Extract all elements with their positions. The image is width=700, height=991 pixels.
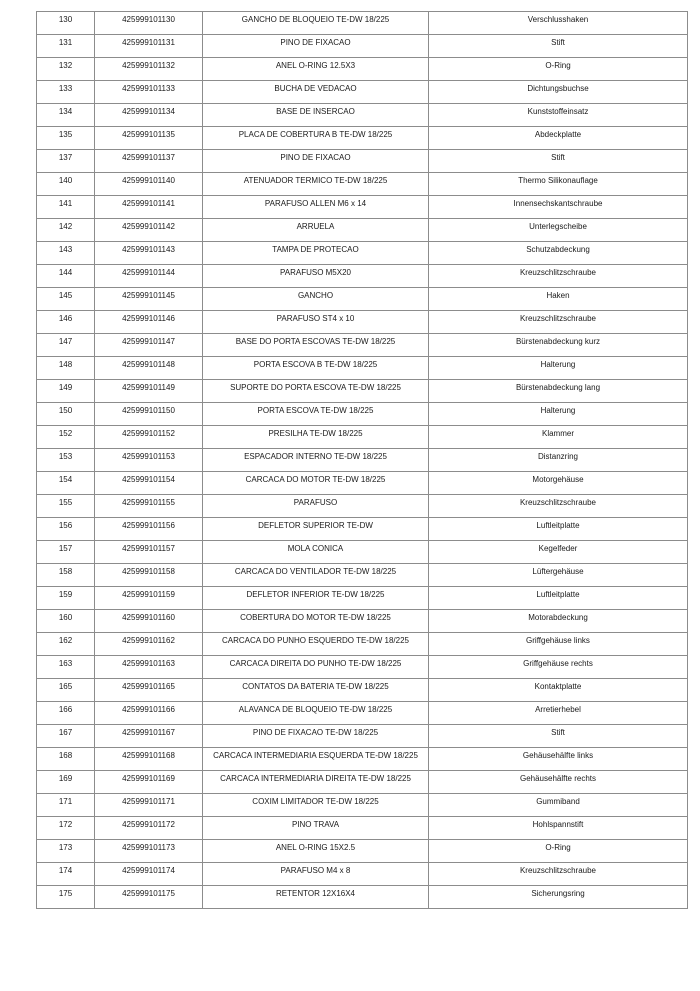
table-row xyxy=(37,633,688,656)
part-number-cell: 425999101140 xyxy=(95,173,203,196)
position-cell: 146 xyxy=(37,311,95,334)
position-cell: 155 xyxy=(37,495,95,518)
description-de-cell: O-Ring xyxy=(429,840,688,863)
position-cell: 149 xyxy=(37,380,95,403)
part-number-cell: 425999101137 xyxy=(95,150,203,173)
table-row xyxy=(37,288,688,311)
position-cell: 137 xyxy=(37,150,95,173)
description-de-cell: Thermo Silikonauflage xyxy=(429,173,688,196)
position-cell: 168 xyxy=(37,748,95,771)
table-row xyxy=(37,610,688,633)
position-cell: 150 xyxy=(37,403,95,426)
description-pt-cell: DEFLETOR SUPERIOR TE-DW xyxy=(203,518,429,541)
description-pt-cell: CARCACA DO MOTOR TE-DW 18/225 xyxy=(203,472,429,495)
description-de-cell: Luftleitplatte xyxy=(429,518,688,541)
position-cell: 140 xyxy=(37,173,95,196)
description-pt-cell: DEFLETOR INFERIOR TE-DW 18/225 xyxy=(203,587,429,610)
table-row xyxy=(37,564,688,587)
description-pt-cell: PARAFUSO ST4 x 10 xyxy=(203,311,429,334)
part-number-cell: 425999101163 xyxy=(95,656,203,679)
position-cell: 175 xyxy=(37,886,95,909)
description-de-cell: Stift xyxy=(429,725,688,748)
table-row xyxy=(37,794,688,817)
table-row xyxy=(37,817,688,840)
description-de-cell: Bürstenabdeckung lang xyxy=(429,380,688,403)
table-row xyxy=(37,127,688,150)
table-row xyxy=(37,587,688,610)
part-number-cell: 425999101134 xyxy=(95,104,203,127)
part-number-cell: 425999101156 xyxy=(95,518,203,541)
table-row xyxy=(37,380,688,403)
part-number-cell: 425999101171 xyxy=(95,794,203,817)
part-number-cell: 425999101132 xyxy=(95,58,203,81)
table-row xyxy=(37,886,688,909)
description-de-cell: Halterung xyxy=(429,403,688,426)
part-number-cell: 425999101165 xyxy=(95,679,203,702)
position-cell: 148 xyxy=(37,357,95,380)
description-pt-cell: CARCACA INTERMEDIARIA DIREITA TE-DW 18/225 xyxy=(203,771,429,794)
part-number-cell: 425999101153 xyxy=(95,449,203,472)
part-number-cell: 425999101131 xyxy=(95,35,203,58)
description-de-cell: Dichtungsbuchse xyxy=(429,81,688,104)
description-pt-cell: PRESILHA TE-DW 18/225 xyxy=(203,426,429,449)
part-number-cell: 425999101149 xyxy=(95,380,203,403)
description-de-cell: Kreuzschlitzschraube xyxy=(429,265,688,288)
description-de-cell: Distanzring xyxy=(429,449,688,472)
description-pt-cell: GANCHO xyxy=(203,288,429,311)
description-de-cell: Kreuzschlitzschraube xyxy=(429,863,688,886)
part-number-cell: 425999101158 xyxy=(95,564,203,587)
position-cell: 172 xyxy=(37,817,95,840)
description-pt-cell: PINO DE FIXACAO xyxy=(203,35,429,58)
table-row xyxy=(37,35,688,58)
description-pt-cell: ANEL O-RING 15X2.5 xyxy=(203,840,429,863)
table-row xyxy=(37,12,688,35)
part-number-cell: 425999101146 xyxy=(95,311,203,334)
part-number-cell: 425999101152 xyxy=(95,426,203,449)
table-row xyxy=(37,679,688,702)
description-pt-cell: RETENTOR 12X16X4 xyxy=(203,886,429,909)
description-pt-cell: PINO DE FIXACAO TE-DW 18/225 xyxy=(203,725,429,748)
description-pt-cell: CARCACA INTERMEDIARIA ESQUERDA TE-DW 18/225 xyxy=(203,748,429,771)
table-row xyxy=(37,656,688,679)
description-pt-cell: PARAFUSO ALLEN M6 x 14 xyxy=(203,196,429,219)
part-number-cell: 425999101175 xyxy=(95,886,203,909)
description-pt-cell: ANEL O-RING 12.5X3 xyxy=(203,58,429,81)
table-row xyxy=(37,81,688,104)
position-cell: 162 xyxy=(37,633,95,656)
description-de-cell: Motorabdeckung xyxy=(429,610,688,633)
part-number-cell: 425999101157 xyxy=(95,541,203,564)
description-de-cell: Griffgehäuse links xyxy=(429,633,688,656)
description-de-cell: Verschlusshaken xyxy=(429,12,688,35)
description-pt-cell: ESPACADOR INTERNO TE-DW 18/225 xyxy=(203,449,429,472)
description-de-cell: Innensechskantschraube xyxy=(429,196,688,219)
part-number-cell: 425999101130 xyxy=(95,12,203,35)
table-row xyxy=(37,403,688,426)
position-cell: 145 xyxy=(37,288,95,311)
position-cell: 135 xyxy=(37,127,95,150)
part-number-cell: 425999101173 xyxy=(95,840,203,863)
description-de-cell: Haken xyxy=(429,288,688,311)
description-pt-cell: PORTA ESCOVA TE-DW 18/225 xyxy=(203,403,429,426)
table-row xyxy=(37,242,688,265)
part-number-cell: 425999101142 xyxy=(95,219,203,242)
description-pt-cell: BUCHA DE VEDACAO xyxy=(203,81,429,104)
description-de-cell: Kunststoffeinsatz xyxy=(429,104,688,127)
description-de-cell: Luftleitplatte xyxy=(429,587,688,610)
part-number-cell: 425999101168 xyxy=(95,748,203,771)
part-number-cell: 425999101135 xyxy=(95,127,203,150)
part-number-cell: 425999101166 xyxy=(95,702,203,725)
position-cell: 167 xyxy=(37,725,95,748)
description-pt-cell: BASE DE INSERCAO xyxy=(203,104,429,127)
parts-list-table xyxy=(36,11,688,909)
part-number-cell: 425999101147 xyxy=(95,334,203,357)
description-pt-cell: CARCACA DO PUNHO ESQUERDO TE-DW 18/225 xyxy=(203,633,429,656)
description-de-cell: Kontaktplatte xyxy=(429,679,688,702)
description-pt-cell: CARCACA DIREITA DO PUNHO TE-DW 18/225 xyxy=(203,656,429,679)
description-pt-cell: ARRUELA xyxy=(203,219,429,242)
table-row xyxy=(37,840,688,863)
description-de-cell: Klammer xyxy=(429,426,688,449)
table-row xyxy=(37,702,688,725)
description-de-cell: Halterung xyxy=(429,357,688,380)
position-cell: 156 xyxy=(37,518,95,541)
position-cell: 142 xyxy=(37,219,95,242)
description-de-cell: Kegelfeder xyxy=(429,541,688,564)
description-pt-cell: PINO DE FIXACAO xyxy=(203,150,429,173)
description-pt-cell: PLACA DE COBERTURA B TE-DW 18/225 xyxy=(203,127,429,150)
position-cell: 144 xyxy=(37,265,95,288)
description-pt-cell: BASE DO PORTA ESCOVAS TE-DW 18/225 xyxy=(203,334,429,357)
table-row xyxy=(37,196,688,219)
description-de-cell: Hohlspannstift xyxy=(429,817,688,840)
position-cell: 143 xyxy=(37,242,95,265)
part-number-cell: 425999101133 xyxy=(95,81,203,104)
description-de-cell: Kreuzschlitzschraube xyxy=(429,311,688,334)
description-pt-cell: PINO TRAVA xyxy=(203,817,429,840)
table-row xyxy=(37,311,688,334)
description-de-cell: Motorgehäuse xyxy=(429,472,688,495)
position-cell: 152 xyxy=(37,426,95,449)
table-row xyxy=(37,150,688,173)
description-pt-cell: TAMPA DE PROTECAO xyxy=(203,242,429,265)
description-pt-cell: CONTATOS DA BATERIA TE-DW 18/225 xyxy=(203,679,429,702)
description-de-cell: Abdeckplatte xyxy=(429,127,688,150)
part-number-cell: 425999101167 xyxy=(95,725,203,748)
position-cell: 166 xyxy=(37,702,95,725)
table-row xyxy=(37,334,688,357)
description-de-cell: Gehäusehälfte rechts xyxy=(429,771,688,794)
description-pt-cell: COBERTURA DO MOTOR TE-DW 18/225 xyxy=(203,610,429,633)
description-pt-cell: SUPORTE DO PORTA ESCOVA TE-DW 18/225 xyxy=(203,380,429,403)
part-number-cell: 425999101150 xyxy=(95,403,203,426)
description-de-cell: Stift xyxy=(429,150,688,173)
table-row xyxy=(37,219,688,242)
part-number-cell: 425999101145 xyxy=(95,288,203,311)
position-cell: 153 xyxy=(37,449,95,472)
description-pt-cell: ATENUADOR TERMICO TE-DW 18/225 xyxy=(203,173,429,196)
position-cell: 160 xyxy=(37,610,95,633)
description-pt-cell: GANCHO DE BLOQUEIO TE-DW 18/225 xyxy=(203,12,429,35)
part-number-cell: 425999101155 xyxy=(95,495,203,518)
table-row xyxy=(37,495,688,518)
description-de-cell: Gummiband xyxy=(429,794,688,817)
table-row xyxy=(37,863,688,886)
position-cell: 165 xyxy=(37,679,95,702)
position-cell: 141 xyxy=(37,196,95,219)
description-de-cell: Stift xyxy=(429,35,688,58)
table-row xyxy=(37,357,688,380)
description-de-cell: Sicherungsring xyxy=(429,886,688,909)
description-de-cell: Arretierhebel xyxy=(429,702,688,725)
description-pt-cell: CARCACA DO VENTILADOR TE-DW 18/225 xyxy=(203,564,429,587)
table-row xyxy=(37,426,688,449)
position-cell: 134 xyxy=(37,104,95,127)
position-cell: 157 xyxy=(37,541,95,564)
description-de-cell: Bürstenabdeckung kurz xyxy=(429,334,688,357)
position-cell: 131 xyxy=(37,35,95,58)
description-pt-cell: PARAFUSO M4 x 8 xyxy=(203,863,429,886)
part-number-cell: 425999101160 xyxy=(95,610,203,633)
part-number-cell: 425999101159 xyxy=(95,587,203,610)
table-row xyxy=(37,58,688,81)
description-pt-cell: COXIM LIMITADOR TE-DW 18/225 xyxy=(203,794,429,817)
part-number-cell: 425999101148 xyxy=(95,357,203,380)
position-cell: 158 xyxy=(37,564,95,587)
position-cell: 173 xyxy=(37,840,95,863)
part-number-cell: 425999101169 xyxy=(95,771,203,794)
part-number-cell: 425999101144 xyxy=(95,265,203,288)
description-de-cell: Lüftergehäuse xyxy=(429,564,688,587)
table-row xyxy=(37,748,688,771)
description-de-cell: O-Ring xyxy=(429,58,688,81)
position-cell: 132 xyxy=(37,58,95,81)
table-row xyxy=(37,518,688,541)
description-pt-cell: ALAVANCA DE BLOQUEIO TE-DW 18/225 xyxy=(203,702,429,725)
table-row xyxy=(37,449,688,472)
table-row xyxy=(37,541,688,564)
description-pt-cell: PORTA ESCOVA B TE-DW 18/225 xyxy=(203,357,429,380)
description-de-cell: Unterlegscheibe xyxy=(429,219,688,242)
description-de-cell: Kreuzschlitzschraube xyxy=(429,495,688,518)
position-cell: 154 xyxy=(37,472,95,495)
description-de-cell: Schutzabdeckung xyxy=(429,242,688,265)
description-pt-cell: PARAFUSO xyxy=(203,495,429,518)
position-cell: 171 xyxy=(37,794,95,817)
position-cell: 130 xyxy=(37,12,95,35)
table-row xyxy=(37,173,688,196)
table-row xyxy=(37,104,688,127)
table-row xyxy=(37,265,688,288)
description-pt-cell: MOLA CONICA xyxy=(203,541,429,564)
description-pt-cell: PARAFUSO M5X20 xyxy=(203,265,429,288)
description-de-cell: Griffgehäuse rechts xyxy=(429,656,688,679)
table-row xyxy=(37,725,688,748)
part-number-cell: 425999101174 xyxy=(95,863,203,886)
table-row xyxy=(37,472,688,495)
parts-list-body xyxy=(37,12,688,909)
part-number-cell: 425999101154 xyxy=(95,472,203,495)
table-row xyxy=(37,771,688,794)
position-cell: 159 xyxy=(37,587,95,610)
position-cell: 133 xyxy=(37,81,95,104)
description-de-cell: Gehäusehälfte links xyxy=(429,748,688,771)
position-cell: 163 xyxy=(37,656,95,679)
part-number-cell: 425999101162 xyxy=(95,633,203,656)
part-number-cell: 425999101143 xyxy=(95,242,203,265)
position-cell: 169 xyxy=(37,771,95,794)
position-cell: 147 xyxy=(37,334,95,357)
part-number-cell: 425999101172 xyxy=(95,817,203,840)
part-number-cell: 425999101141 xyxy=(95,196,203,219)
position-cell: 174 xyxy=(37,863,95,886)
